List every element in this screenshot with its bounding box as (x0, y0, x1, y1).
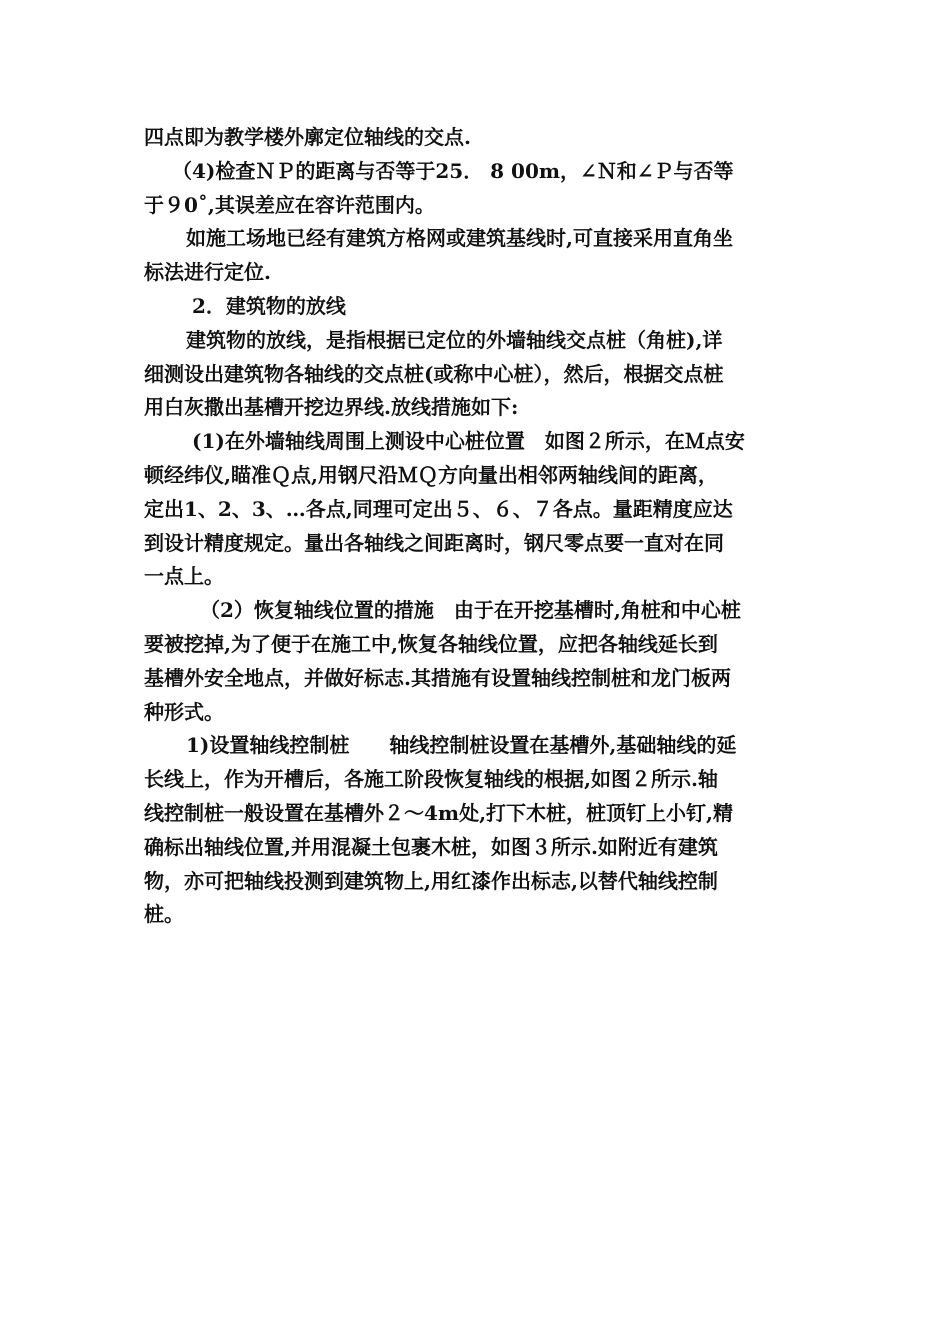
text-line: （4)检查ＮＰ的距离与否等于25． 8 00m，∠Ｎ和∠Ｐ与否等 (172, 158, 734, 183)
text-line: 如施工场地已经有建筑方格网或建筑基线时,可直接采用直角坐 (186, 226, 733, 251)
text-line: (1)在外墙轴线周围上测设中心桩位置 如图２所示，在Ｍ点安 (192, 429, 745, 454)
text-line: 物，亦可把轴线投测到建筑物上,用红漆作出标志,以替代轴线控制 (144, 868, 718, 893)
body-text (144, 121, 810, 932)
text-line: 要被挖掉,为了便于在施工中,恢复各轴线位置，应把各轴线延长到 (144, 631, 718, 656)
text-line: 标法进行定位. (144, 260, 271, 285)
text-line: 建筑物的放线，是指根据已定位的外墙轴线交点桩（角桩),详 (186, 327, 723, 352)
text-line: 于９0˚,其误差应在容许范围内。 (144, 192, 435, 217)
section-heading: 2．建筑物的放线 (192, 293, 346, 318)
text-line: 长线上，作为开槽后，各施工阶段恢复轴线的根据,如图２所示.轴 (144, 767, 718, 792)
text-line: 基槽外安全地点，并做好标志.其措施有设置轴线控制桩和龙门板两 (144, 665, 731, 690)
text-line: 桩。 (144, 902, 184, 927)
text-line: 1)设置轴线控制桩 轴线控制桩设置在基槽外,基础轴线的延 (186, 733, 737, 758)
text-line: 线控制桩一般设置在基槽外２～4m处,打下木桩，桩顶钉上小钉,精 (144, 800, 734, 825)
text-line: （2）恢复轴线位置的措施 由于在开挖基槽时,角桩和中心桩 (200, 598, 741, 623)
text-line: 细测设出建筑物各轴线的交点桩(或称中心桩），然后，根据交点桩 (144, 361, 724, 386)
text-line: 顿经纬仪,瞄准Ｑ点,用钢尺沿ＭＱ方向量出相邻两轴线间的距离， (144, 462, 718, 487)
text-line: 到设计精度规定。量出各轴线之间距离时，钢尺零点要一直对在同 (144, 530, 724, 555)
text-line: 种形式。 (144, 699, 224, 724)
text-line: 定出1、2、3、…各点,同理可定出５、６、７各点。量距精度应达 (144, 496, 733, 521)
text-line: 确标出轴线位置,并用混凝土包裹木桩，如图３所示.如附近有建筑 (144, 834, 718, 859)
text-line: 四点即为教学楼外廓定位轴线的交点. (144, 125, 471, 149)
text-line: 一点上。 (144, 564, 224, 589)
text-line: 用白灰撒出基槽开挖边界线.放线措施如下: (144, 395, 519, 420)
